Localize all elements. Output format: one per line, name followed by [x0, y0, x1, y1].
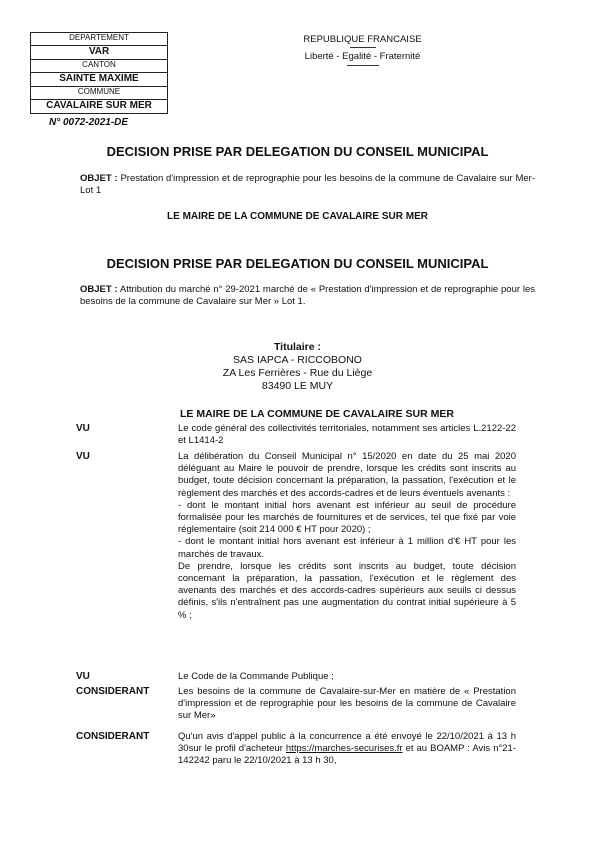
clause-text: [178, 686, 516, 723]
clause-text: [178, 671, 516, 683]
republique-motto: Liberté - Egalité - Fraternité: [304, 51, 421, 62]
clause-label: CONSIDERANT: [76, 731, 150, 742]
clause-label: VU: [76, 451, 90, 462]
clause-text: [178, 423, 516, 447]
marches-securises-link[interactable]: https://marches-securises.fr: [285, 743, 403, 755]
header-box: [30, 32, 168, 114]
objet-2: [80, 284, 535, 308]
objet-2-text: Attribution du marché n° 29-2021 marché de « Prestation d'impression et de reprographie pour les besoins de la commune de Cavalaire sur Mer » Lot 1.: [80, 284, 535, 307]
avis-text-after: et au BOAMP : Avis n°21-142242 paru le 22/10/2021 à 13 h 30,: [178, 743, 517, 767]
clause-paragraph: Le Code de la Commande Publique ;: [178, 671, 334, 682]
canton-label: CANTON: [31, 60, 167, 73]
canton-value: SAINTE MAXIME: [31, 73, 167, 87]
clause-label: VU: [76, 423, 90, 434]
titulaire-block: [200, 341, 395, 393]
clause-text: [178, 451, 516, 622]
titulaire-label: Titulaire :: [273, 341, 322, 353]
divider: [350, 47, 376, 48]
departement-value: VAR: [31, 46, 167, 60]
commune-value: CAVALAIRE SUR MER: [46, 100, 152, 111]
title-1: DECISION PRISE PAR DELEGATION DU CONSEIL MUNICIPAL: [106, 144, 489, 159]
clause-paragraph: - dont le montant initial hors avenant est inférieur au seuil de procédure formalisée pour les marchés de fournitures et de services, tel que fixé par voie réglementaire (soit 214 000 € HT pour 2020) ;: [178, 499, 516, 536]
divider: [347, 65, 379, 66]
clause-paragraph: De prendre, lorsque les crédits sont inscrits au budget, toute décision concernant la préparation, la passation, l'exécution et le règlement des avenants des marchés et des accords-cadres supérieurs aux seuils ci dessus définis, s'ils n'entraînent pas une augmentation du contrat initial supérieure à 5 % ;: [178, 560, 516, 621]
clause-text: [178, 731, 516, 768]
republique-title: REPUBLIQUE FRANCAISE: [303, 34, 422, 45]
departement-label: DEPARTEMENT: [31, 33, 167, 46]
titulaire-address: ZA Les Ferrières - Rue du Liège: [222, 367, 373, 379]
titulaire-name: SAS IAPCA - RICCOBONO: [233, 354, 362, 366]
decision-number: N° 0072-2021-DE: [49, 117, 129, 128]
objet-1-label: OBJET :: [80, 173, 118, 184]
clause-label: VU: [76, 671, 90, 682]
objet-1: [80, 173, 535, 197]
maire-line-2: LE MAIRE DE LA COMMUNE DE CAVALAIRE SUR MER: [180, 408, 454, 420]
title-2: DECISION PRISE PAR DELEGATION DU CONSEIL MUNICIPAL: [106, 256, 489, 271]
titulaire-city: 83490 LE MUY: [261, 380, 334, 392]
clause-paragraph: - dont le montant initial hors avenant est inférieur à 1 million d'€ HT pour les marchés de travaux.: [178, 536, 516, 560]
clause-paragraph: La délibération du Conseil Municipal n° 15/2020 en date du 25 mai 2020 déléguant au Maire le pouvoir de prendre, lorsque les crédits sont inscrits au budget, toute décision concernant la préparation, la passation, l'exécution et le règlement des marchés et des accords-cadres et de leurs éventuels avenants :: [178, 451, 516, 499]
clause-paragraph: [178, 731, 516, 768]
republique-block: [290, 34, 435, 66]
objet-1-text: Prestation d'impression et de reprographie pour les besoins de la commune de Cavalaire sur Mer- Lot 1: [80, 173, 535, 196]
clause-paragraph: Le code général des collectivités territoriales, notamment ses articles L.2122-22 et L1414-2: [178, 423, 516, 447]
maire-line-1: LE MAIRE DE LA COMMUNE DE CAVALAIRE SUR MER: [167, 211, 428, 222]
clause-paragraph: Les besoins de la commune de Cavalaire-sur-Mer en matière de « Prestation d'impression et de reprographie pour les besoins de la commune de Cavalaire sur Mer»: [178, 686, 516, 722]
clause-label: CONSIDERANT: [76, 686, 150, 697]
commune-label: COMMUNE: [31, 87, 167, 100]
objet-2-label: OBJET :: [80, 284, 118, 295]
avis-text-before: Qu'un avis d'appel public à la concurrence a été envoyé le 22/10/2021 à 13 h 30sur le profil d'acheteur: [178, 731, 516, 755]
